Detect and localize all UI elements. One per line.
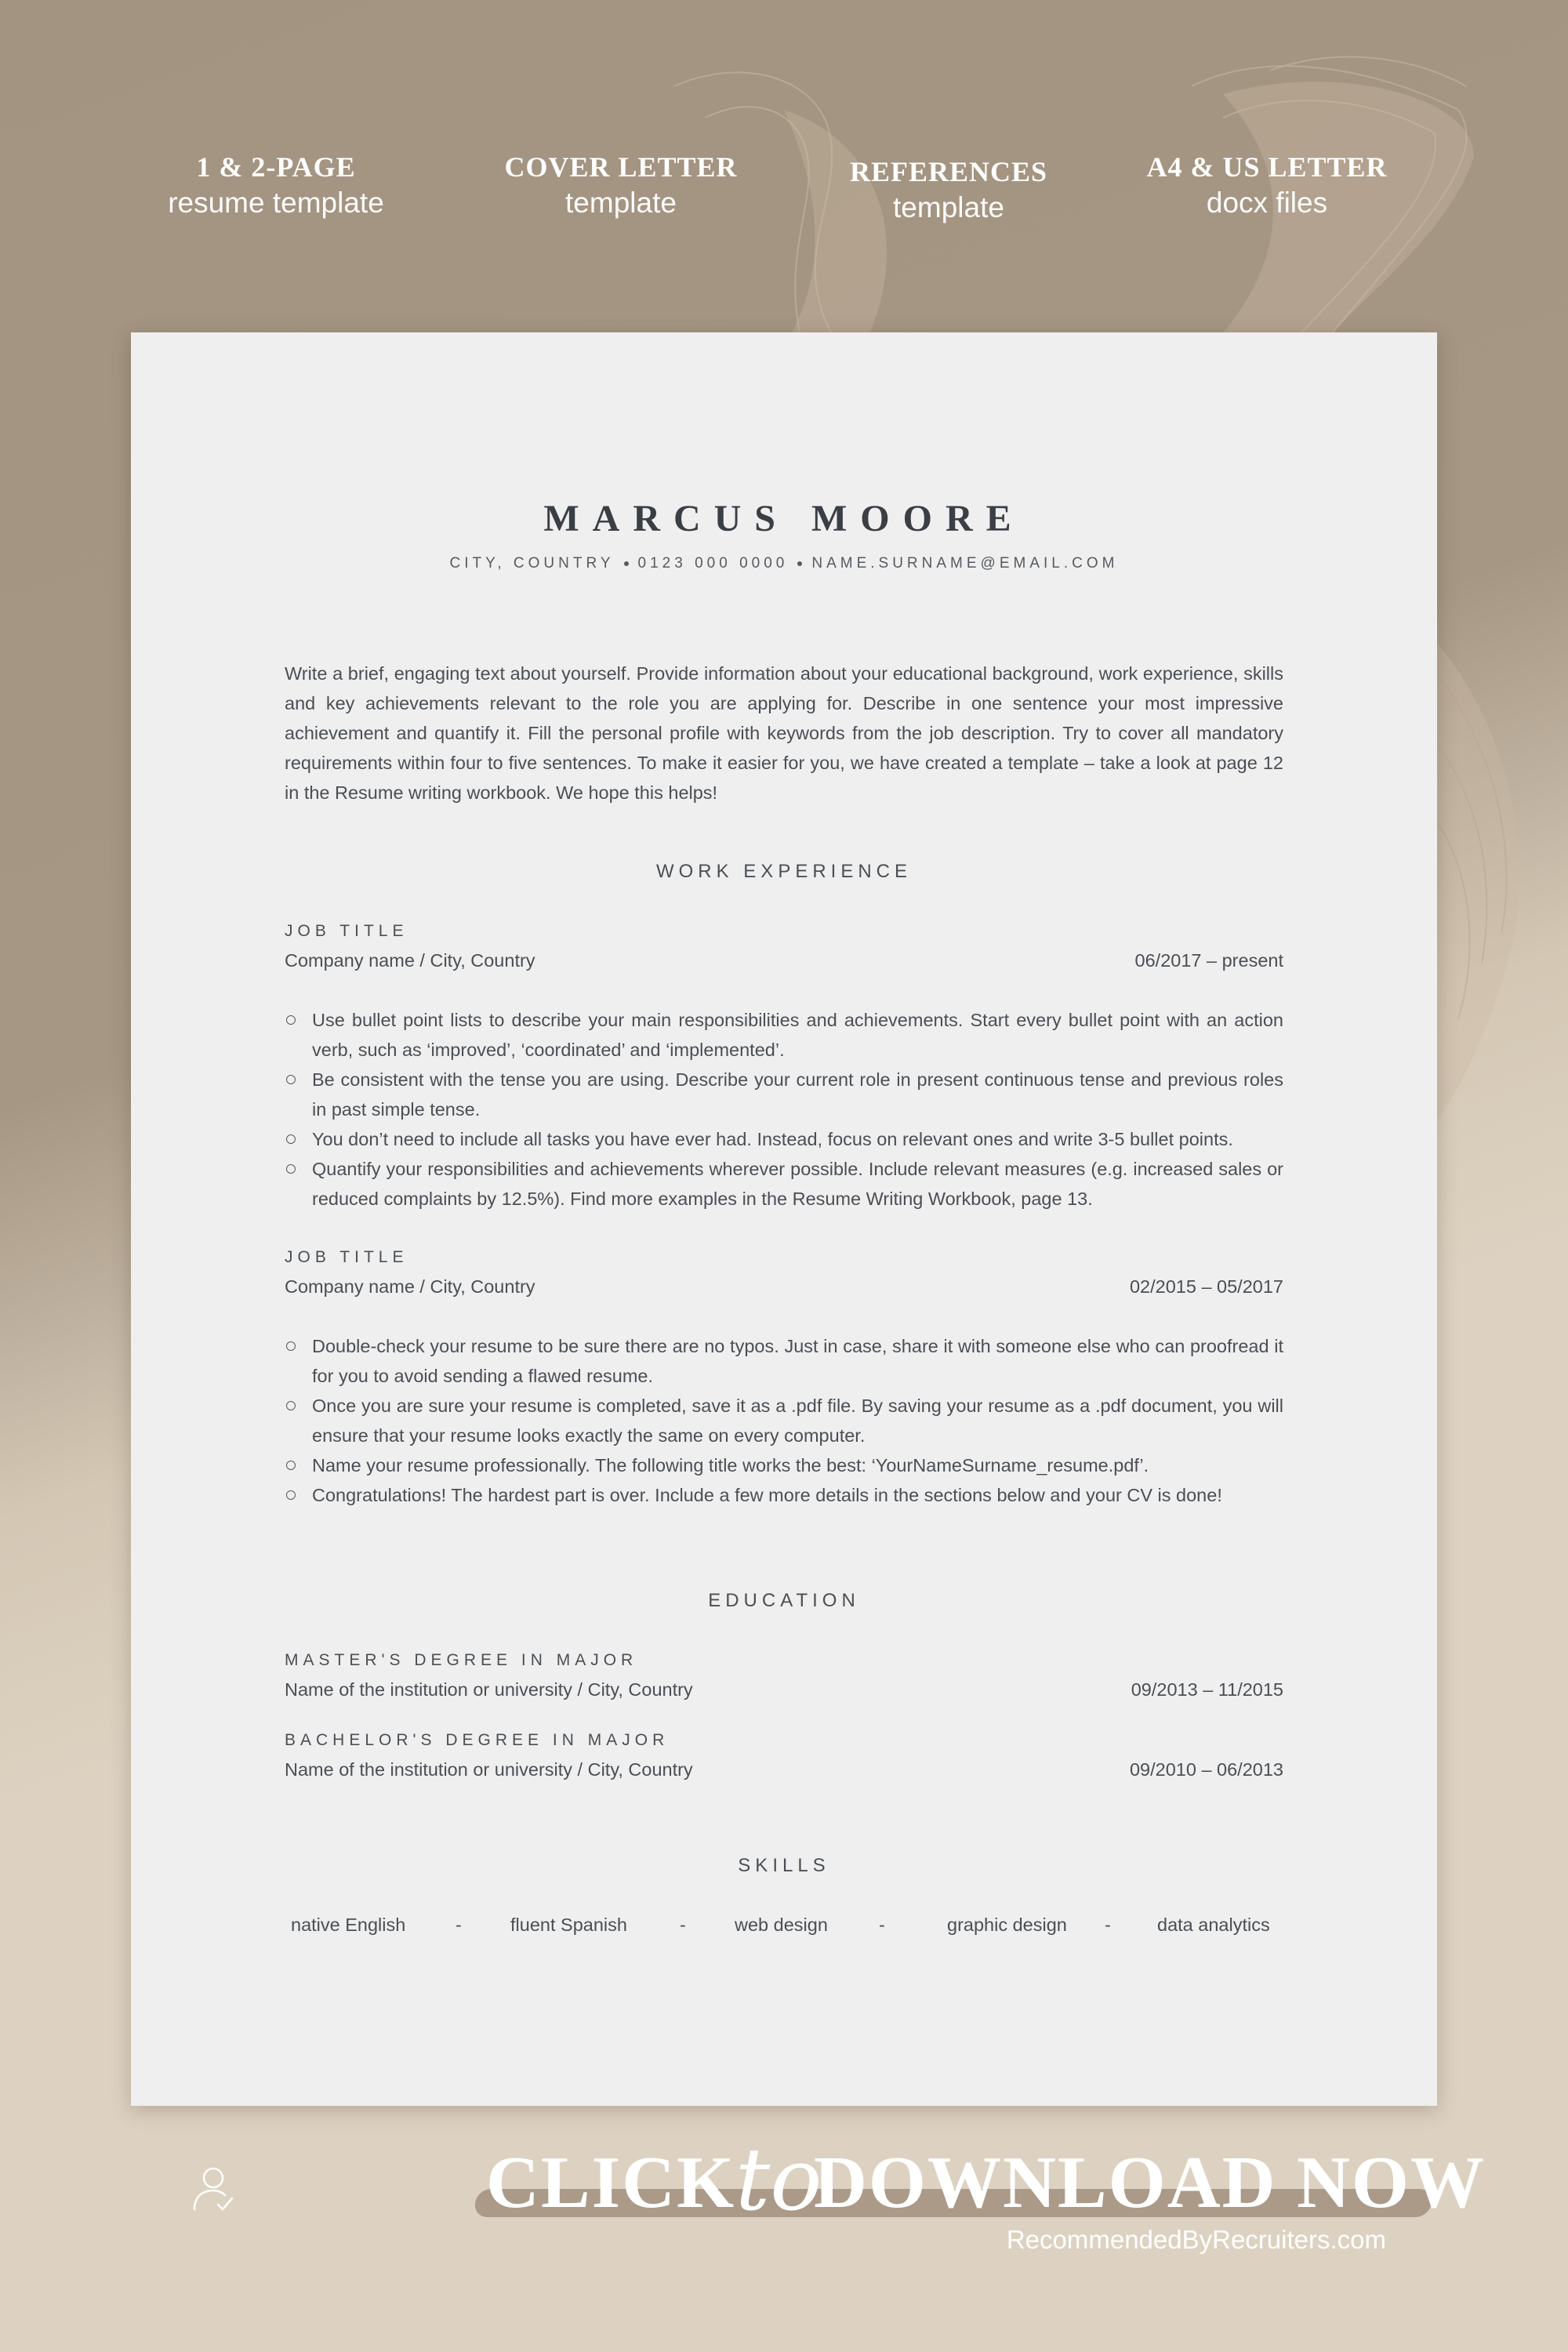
bullet-text: Congratulations! The hardest part is over. Include a few more details in the sections below and your CV is done! (312, 1485, 1222, 1505)
bullet-dot-icon (624, 561, 629, 566)
resume-name: MARCUS MOORE (543, 498, 1025, 539)
feature-title: 1 & 2-PAGE (196, 151, 356, 183)
cta-to-text: to (735, 2129, 822, 2230)
circle-bullet-icon (286, 1490, 296, 1500)
list-item (285, 1065, 1283, 1124)
circle-bullet-icon (286, 1341, 296, 1351)
contact-line (285, 555, 1283, 572)
job-company: Company name / City, Country (285, 1276, 535, 1297)
contact-phone: 0123 000 0000 (637, 555, 789, 572)
job-dates: 06/2017 – present (1134, 950, 1283, 971)
circle-bullet-icon (286, 1401, 296, 1410)
circle-bullet-icon (286, 1461, 296, 1470)
bullet-text: Use bullet point lists to describe your main responsibilities and achievements. Start every bullet point with an action verb, such as ‘improved’, ‘coordinated’ and ‘implemented’. (312, 1010, 1283, 1060)
feature-title: A4 & US LETTER (1146, 151, 1388, 183)
feature-resume (96, 149, 456, 221)
list-item (285, 1005, 1283, 1065)
job-dates: 02/2015 – 05/2017 (1129, 1276, 1283, 1297)
skill-item: web design (735, 1915, 828, 1935)
degree-title: BACHELOR'S DEGREE IN MAJOR (285, 1731, 670, 1749)
institution: Name of the institution or university / City, Country (285, 1679, 693, 1700)
job-company-row (285, 950, 1283, 971)
work-experience-heading: WORK EXPERIENCE (655, 861, 913, 882)
institution: Name of the institution or university / City, Country (285, 1759, 693, 1780)
feature-title: COVER LETTER (504, 151, 738, 183)
bullet-text: Name your resume professionally. The following title works the best: ‘YourNameSurname_resume.pdf’. (312, 1455, 1149, 1475)
education-row (285, 1679, 1283, 1700)
person-check-icon (190, 2164, 237, 2214)
circle-bullet-icon (286, 1075, 296, 1084)
bullet-text: Once you are sure your resume is completed, save it as a .pdf file. By saving your resume as a .pdf document, you will ensure that your resume looks exactly the same on every computer. (312, 1396, 1283, 1446)
contact-location: CITY, COUNTRY (449, 555, 615, 572)
feature-subtitle: resume template (168, 187, 384, 219)
degree-title: MASTER'S DEGREE IN MAJOR (285, 1651, 638, 1669)
list-item (285, 1450, 1283, 1480)
skill-separator: - (1105, 1915, 1111, 1935)
feature-references (768, 154, 1129, 226)
list-item (285, 1124, 1283, 1154)
feature-title: REFERENCES (849, 156, 1048, 187)
education-dates: 09/2013 – 11/2015 (1131, 1679, 1283, 1700)
job-company-row (285, 1276, 1283, 1298)
bullet-text: You don’t need to include all tasks you have ever had. Instead, focus on relevant ones and write 3-5 bullet points. (312, 1129, 1233, 1149)
download-cta-button[interactable] (486, 2129, 1486, 2230)
resume-preview-sheet (131, 332, 1437, 2106)
skill-separator: - (680, 1915, 686, 1935)
circle-bullet-icon (286, 1134, 296, 1144)
skill-item: graphic design (947, 1915, 1067, 1935)
feature-file-formats (1087, 149, 1447, 221)
profile-summary: Write a brief, engaging text about yourself. Provide information about your educational background, work experience, skills and key achievements relevant to the role you are applying for. Describe in one sentence your most impressive achievement and quantify it. Fill the personal profile with keywords from the job description. Try to cover all mandatory requirements within four to five sentences. To make it easier for you, we have created a template – take a look at page 12 in the Resume writing workbook. We hope this helps! (285, 663, 1283, 803)
feature-subtitle: docx files (1206, 187, 1328, 219)
skill-separator: - (879, 1915, 885, 1935)
job-bullets (285, 1331, 1283, 1510)
cta-click-text: CLICK (486, 2142, 736, 2223)
list-item (285, 1331, 1283, 1391)
list-item (285, 1154, 1283, 1214)
skills-heading: SKILLS (738, 1855, 830, 1876)
circle-bullet-icon (286, 1015, 296, 1025)
contact-email: NAME.SURNAME@EMAIL.COM (811, 555, 1119, 572)
feature-subtitle: template (565, 187, 677, 219)
skill-item: fluent Spanish (510, 1915, 627, 1935)
feature-cover-letter (441, 149, 801, 221)
feature-subtitle: template (893, 191, 1004, 223)
list-item (285, 1480, 1283, 1510)
job-title: JOB TITLE (285, 1248, 408, 1266)
bullet-text: Double-check your resume to be sure there are no typos. Just in case, share it with someone else who can proofread it for you to avoid sending a flawed resume. (312, 1336, 1283, 1386)
education-row (285, 1759, 1283, 1780)
skill-item: native English (291, 1915, 406, 1935)
circle-bullet-icon (286, 1164, 296, 1174)
cta-download-text: DOWNLOAD NOW (814, 2142, 1486, 2223)
bullet-text: Quantify your responsibilities and achievements wherever possible. Include relevant measures (e.g. increased sales or reduced complaints by 12.5%). Find more examples in the Resume Writing Workbook, page 13. (312, 1159, 1283, 1209)
skill-item: data analytics (1157, 1915, 1270, 1935)
website-link[interactable]: RecommendedByRecruiters.com (1006, 2225, 1386, 2254)
job-title: JOB TITLE (285, 922, 408, 940)
education-dates: 09/2010 – 06/2013 (1129, 1759, 1283, 1780)
skill-separator: - (456, 1915, 462, 1935)
job-company: Company name / City, Country (285, 950, 535, 971)
education-heading: EDUCATION (708, 1590, 860, 1611)
bullet-dot-icon (797, 561, 802, 566)
list-item (285, 1391, 1283, 1450)
features-bar (0, 149, 1568, 259)
bullet-text: Be consistent with the tense you are using. Describe your current role in present continuous tense and previous roles in past simple tense. (312, 1069, 1283, 1120)
job-bullets (285, 1005, 1283, 1214)
